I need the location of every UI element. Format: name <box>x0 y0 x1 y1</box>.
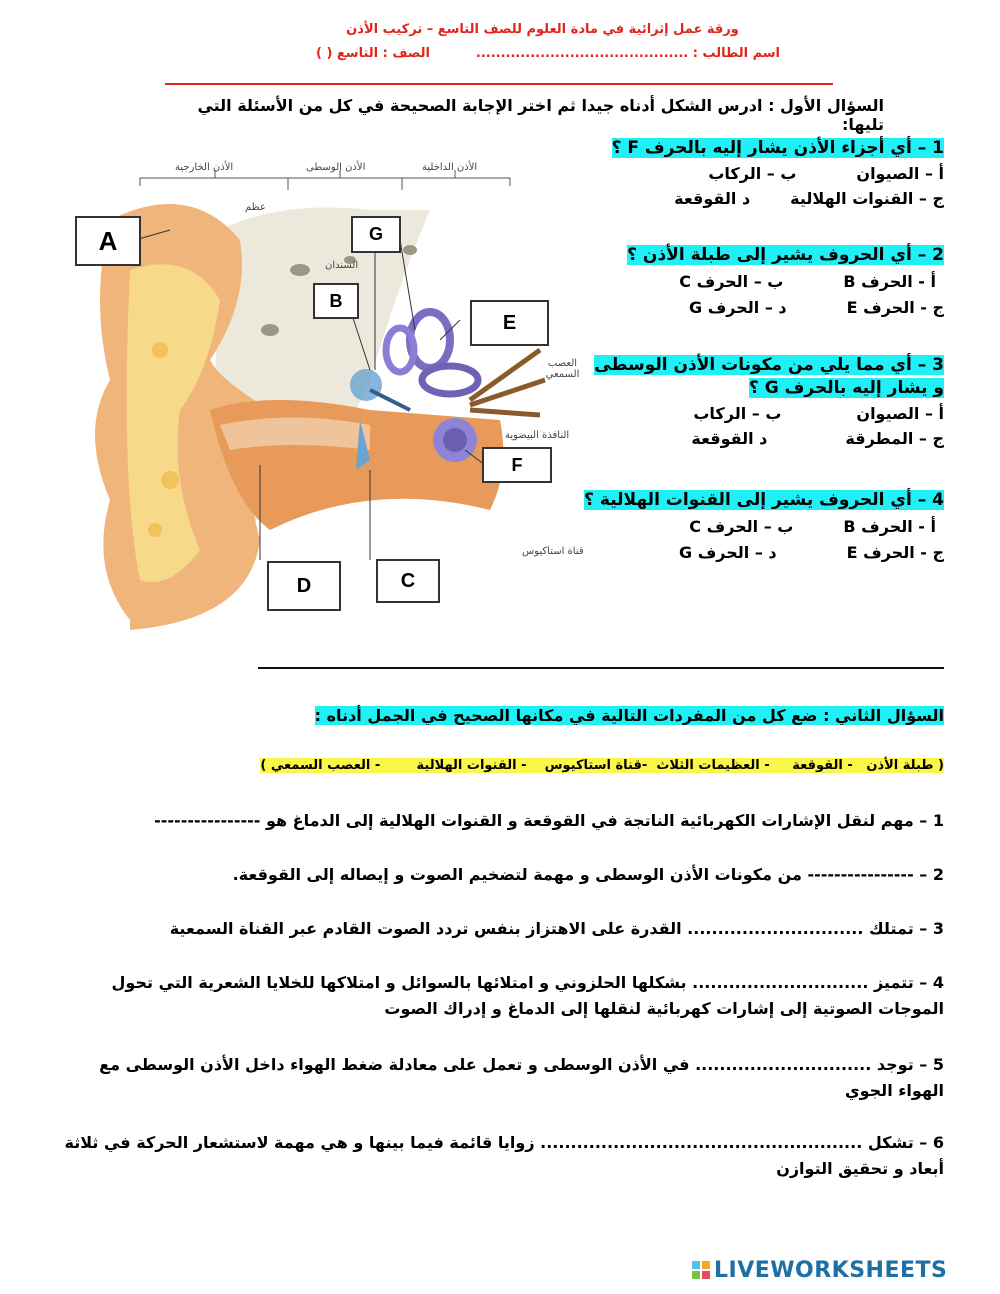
student-name-label: اسم الطالب : ........................................... <box>475 46 780 61</box>
header-divider <box>165 83 833 85</box>
question2-heading: السؤال الثاني : ضع كل من المفردات التالية في مكانها الصحيح في الجمل أدناه : <box>314 706 944 725</box>
mcq-1-option-d[interactable]: د القوقعة <box>674 189 751 208</box>
fill-sentence-5-line2: الهواء الجوي <box>844 1081 944 1100</box>
mcq-3-option-a[interactable]: أ – الصيوان <box>856 404 944 423</box>
mcq-4-option-c[interactable]: ج - الحرف E <box>846 543 944 562</box>
diagram-label-g: G <box>351 216 401 253</box>
class-label: الصف : التاسع ( ) <box>315 46 430 61</box>
ear-diagram <box>70 150 590 630</box>
mcq-3 <box>594 355 944 448</box>
word-bank: ( طبلة الأذن - القوقعة - العظيمات الثلاث -قناة استاكيوس - القنوات الهلالية - العصب السمعي ) <box>260 758 944 773</box>
diagram-label-e: E <box>470 300 549 346</box>
mcq-2-option-a[interactable]: أ - الحرف B <box>843 272 936 291</box>
mcq-2 <box>600 245 944 317</box>
mcq-3-question-line1: 3 – أي مما يلي من مكونات الأذن الوسطى <box>594 355 944 375</box>
label-oval-window: النافذة البيضوية <box>505 430 570 441</box>
diagram-label-d: D <box>267 561 341 611</box>
mcq-1 <box>600 138 944 208</box>
fill-sentence-2[interactable] <box>60 862 944 888</box>
fill-sentence-4[interactable] <box>60 970 944 1022</box>
fill-sentence-6[interactable] <box>60 1130 944 1182</box>
mcq-3-question-line2: و يشار إليه بالحرف G ؟ <box>748 378 944 398</box>
mcq-3-option-b[interactable]: ب – الركاب <box>693 404 782 423</box>
worksheet-title: ورقة عمل إثرائية في مادة العلوم للصف التاسع – تركيب الأذن <box>346 22 739 37</box>
diagram-label-c: C <box>376 559 440 603</box>
liveworksheets-logo <box>692 1255 992 1285</box>
mcq-1-option-a[interactable]: أ – الصيوان <box>856 164 944 183</box>
mcq-1-option-c[interactable]: ج – القنوات الهلالية <box>790 189 944 208</box>
question1-heading: السؤال الأول : ادرس الشكل أدناه جيدا ثم اختر الإجابة الصحيحة في كل من الأسئلة التي تليها: <box>197 96 884 134</box>
label-nerve: العصب السمعي <box>545 358 580 380</box>
fill-sentence-6-line2: أبعاد و تحقيق التوازن <box>776 1159 944 1178</box>
question2-heading-wrap <box>314 706 944 725</box>
label-inner-ear: الأذن الداخلية <box>422 162 478 173</box>
word-bank-wrap <box>250 758 944 773</box>
mcq-1-option-b[interactable]: ب – الركاب <box>708 164 797 183</box>
mcq-4-option-b[interactable]: ب – الحرف C <box>689 517 794 536</box>
fill-sentence-3[interactable] <box>60 916 944 942</box>
diagram-label-b: B <box>313 283 359 319</box>
mcq-3-option-d[interactable]: د القوقعة <box>691 429 768 448</box>
section-divider <box>258 667 944 669</box>
label-outer-ear: الأذن الخارجية <box>175 162 234 173</box>
label-bone: عظم <box>245 202 266 213</box>
label-middle-ear: الأذن الوسطى <box>306 162 366 173</box>
diagram-label-f: F <box>482 447 552 483</box>
mcq-4-question: 4 – أي الحروف يشير إلى القنوات الهلالية ؟ <box>584 490 944 510</box>
fill-sentence-3-text: 3 – تمتلك ............................. القدرة على الاهتزاز بنفس تردد الصوت القادم عبر القناة السمعية <box>169 919 944 938</box>
label-anvil: السندان <box>325 260 359 271</box>
label-eustachian: قناة استاكيوس <box>522 546 584 557</box>
fill-sentence-1[interactable] <box>60 808 944 834</box>
mcq-2-option-b[interactable]: ب – الحرف C <box>679 272 784 291</box>
fill-sentence-1-text: 1 – مهم لنقل الإشارات الكهربائية الناتجة في القوقعة و القنوات الهلالية إلى الدماغ هو ---------------- <box>154 811 944 830</box>
logo-text: LIVEWORKSHEETS <box>714 1257 948 1283</box>
ear-illustration <box>70 150 590 630</box>
mcq-1-question: 1 – أي أجزاء الأذن يشار إليه بالحرف F ؟ <box>611 138 944 158</box>
fill-sentence-4-line1: 4 – تتميز ............................. بشكلها الحلزوني و امتلائها بالسوائل و امتلاكها للخلايا الشعرية التي تحول <box>111 973 944 992</box>
mcq-2-option-d[interactable]: د – الحرف G <box>688 298 787 317</box>
fill-sentence-4-line2: الموجات الصوتية إلى إشارات كهربائية لنقلها إلى الدماغ و إدراك الصوت <box>384 999 944 1018</box>
mcq-2-option-c[interactable]: ج - الحرف E <box>846 298 944 317</box>
mcq-2-question: 2 – أي الحروف يشير إلى طبلة الأذن ؟ <box>627 245 944 265</box>
fill-sentence-5-line1: 5 – توجد ............................. في الأذن الوسطى و تعمل على معادلة ضغط الهواء داخل الأذن الوسطى مع <box>99 1055 944 1074</box>
logo-blocks-icon <box>692 1261 710 1279</box>
fill-sentence-6-line1: 6 – تشكل ..................................................... زوايا قائمة فيما بينها و هي مهمة لاستشعار الحركة في ثلاثة <box>64 1133 944 1152</box>
mcq-4 <box>584 490 944 562</box>
mcq-4-option-d[interactable]: د – الحرف G <box>678 543 777 562</box>
diagram-label-a: A <box>75 216 141 266</box>
fill-sentence-5[interactable] <box>60 1052 944 1104</box>
fill-sentence-2-text: 2 – ---------------- من مكونات الأذن الوسطى و مهمة لتضخيم الصوت و إيصاله إلى القوقعة. <box>232 865 944 884</box>
mcq-4-option-a[interactable]: أ - الحرف B <box>843 517 936 536</box>
mcq-3-option-c[interactable]: ج – المطرقة <box>845 429 944 448</box>
